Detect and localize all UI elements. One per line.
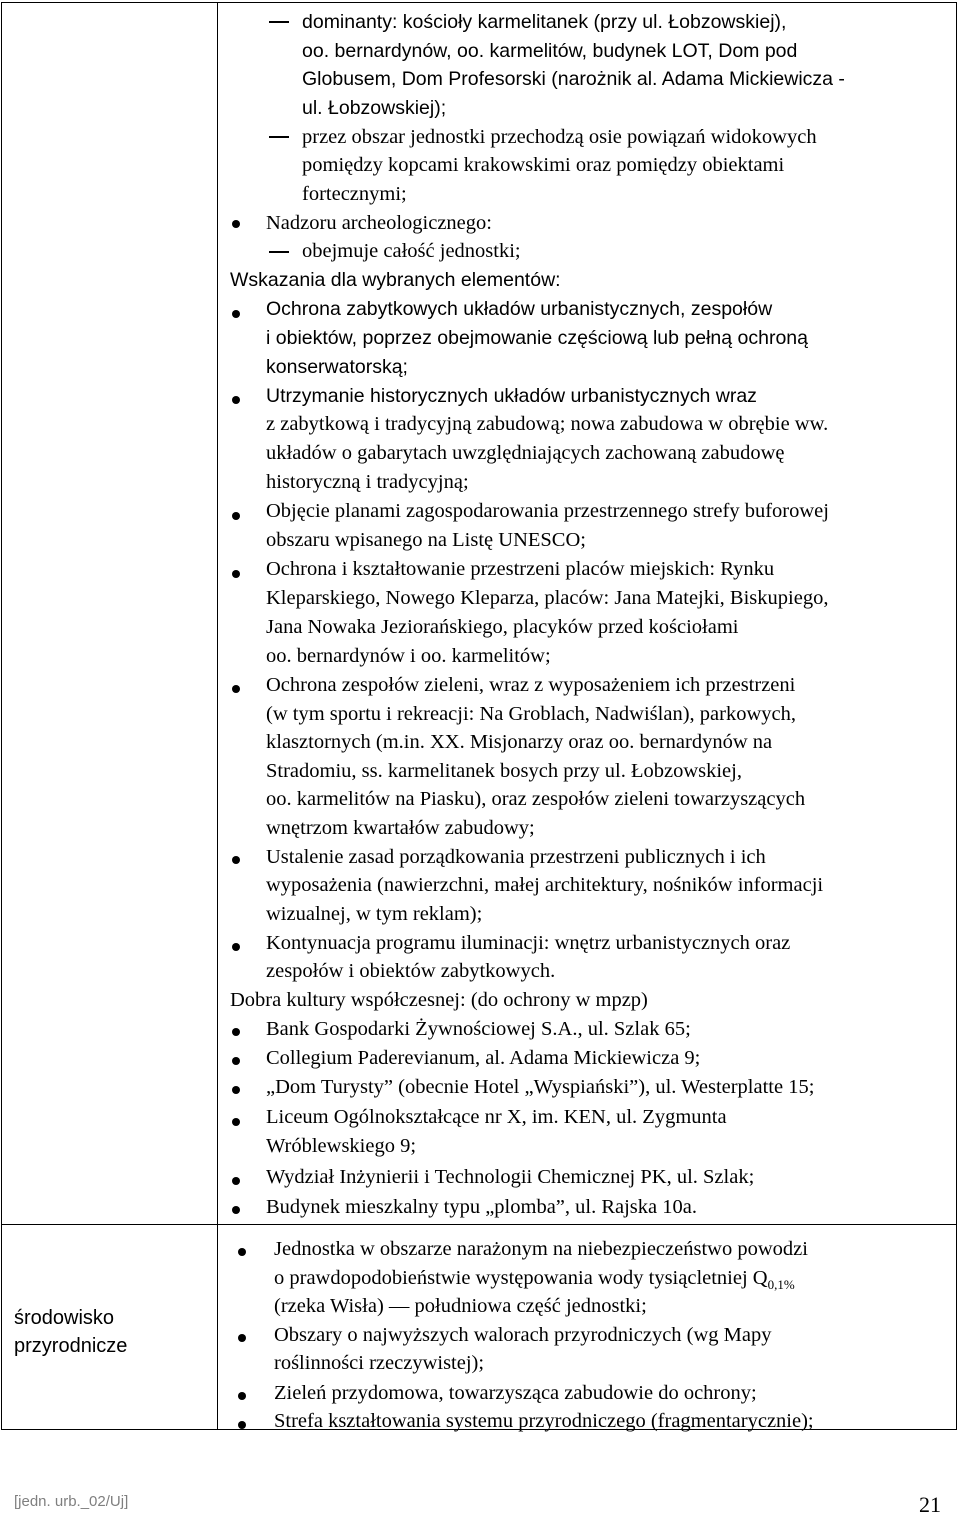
bullet-marker [238, 1392, 246, 1400]
text-line: ul. Łobzowskiej); [302, 97, 447, 119]
text-line: Jednostka w obszarze narażonym na niebezpieczeństwo powodzi [274, 1238, 808, 1260]
text-line: obszaru wpisanego na Listę UNESCO; [266, 529, 586, 551]
text-line: Dobra kultury współczesnej: (do ochrony w mpzp) [230, 989, 648, 1011]
text-line: Globusem, Dom Profesorski (narożnik al. Adama Mickiewicza - [302, 68, 845, 90]
row-label-cell [2, 3, 218, 1225]
text-line: Wróblewskiego 9; [266, 1135, 417, 1157]
text-line: (w tym sportu i rekreacji: Na Groblach, Nadwiślan), parkowych, [266, 703, 796, 725]
text-line: wnętrzom kwartałów zabudowy; [266, 817, 535, 839]
bullet-marker [238, 1248, 246, 1256]
bullet-marker [232, 310, 240, 318]
bullet-marker [232, 685, 240, 693]
bullet-marker [232, 1177, 240, 1185]
text-line: konserwatorską; [266, 356, 408, 378]
bullet-marker [232, 512, 240, 520]
dash-marker [269, 136, 289, 138]
text-line: Bank Gospodarki Żywnościowej S.A., ul. Szlak 65; [266, 1018, 691, 1040]
row-label [14, 1304, 217, 1360]
subscript: 0,1% [767, 1277, 795, 1293]
text-line: Strefa kształtowania systemu przyrodniczego (fragmentarycznie); [274, 1410, 814, 1432]
row-label-line: środowisko [14, 1307, 115, 1329]
text-line: oo. bernardynów, oo. karmelitów, budynek LOT, Dom pod [302, 40, 798, 62]
text-line: oo. bernardynów i oo. karmelitów; [266, 645, 551, 667]
row-label-line: przyrodnicze [14, 1335, 128, 1357]
text-line: Ochrona i kształtowanie przestrzeni placów miejskich: Rynku [266, 558, 775, 580]
text-line: Ochrona zabytkowych układów urbanistycznych, zespołów [266, 298, 773, 320]
bullet-marker [238, 1421, 246, 1429]
text-line: oo. karmelitów na Piasku), oraz zespołów zieleni towarzyszących [266, 788, 806, 810]
text-line: roślinności rzeczywistej); [274, 1352, 485, 1374]
bullet-marker [232, 1086, 240, 1094]
text-line: Wydział Inżynierii i Technologii Chemicznej PK, ul. Szlak; [266, 1166, 755, 1188]
text-line: Nadzoru archeologicznego: [266, 212, 492, 234]
row-label-cell [2, 1225, 218, 1430]
text-line: klasztornych (m.in. XX. Misjonarzy oraz oo. bernardynów na [266, 731, 773, 753]
text-line: Ustalenie zasad porządkowania przestrzeni publicznych i ich [266, 846, 766, 868]
text-line: przez obszar jednostki przechodzą osie powiązań widokowych [302, 126, 817, 148]
text-line: Utrzymanie historycznych układów urbanistycznych wraz [266, 385, 757, 407]
text-line: wyposażenia (nawierzchni, małej architektury, nośników informacji [266, 874, 824, 896]
text-line: zespołów i obiektów zabytkowych. [266, 960, 556, 982]
text-line: historyczną i tradycyjną; [266, 471, 469, 493]
dash-marker [269, 21, 289, 23]
text-line: Wskazania dla wybranych elementów: [230, 269, 561, 291]
table-row [2, 3, 957, 1225]
text-line: Collegium Paderevianum, al. Adama Mickiewicza 9; [266, 1047, 701, 1069]
text-run: o prawdopodobieństwie występowania wody tysiącletniej Q [274, 1267, 768, 1289]
bullet-marker [232, 1118, 240, 1126]
text-line: Budynek mieszkalny typu „plomba”, ul. Rajska 10a. [266, 1196, 697, 1218]
text-line: Objęcie planami zagospodarowania przestrzennego strefy buforowej [266, 500, 829, 522]
text-line: fortecznymi; [302, 183, 407, 205]
bullet-marker [232, 1057, 240, 1065]
text-line: (rzeka Wisła) — południowa część jednostki; [274, 1295, 647, 1317]
text-line: wizualnej, w tym reklam); [266, 903, 483, 925]
text-line: Kleparskiego, Nowego Kleparza, placów: Jana Matejki, Biskupiego, [266, 587, 829, 609]
table-row [2, 1225, 957, 1430]
bullet-marker [232, 220, 240, 228]
bullet-marker [238, 1334, 246, 1342]
text-line: Ochrona zespołów zieleni, wraz z wyposażeniem ich przestrzeni [266, 674, 796, 696]
text-line: Jana Nowaka Jeziorańskiego, placyków przed kościołami [266, 616, 739, 638]
text-line: Obszary o najwyższych walorach przyrodniczych (wg Mapy [274, 1324, 772, 1346]
bullet-marker [232, 943, 240, 951]
text-line: dominanty: kościoły karmelitanek (przy ul. Łobzowskiej), [302, 11, 787, 33]
bullet-marker [232, 396, 240, 404]
text-line: Kontynuacja programu iluminacji: wnętrz urbanistycznych oraz [266, 932, 791, 954]
bullet-marker [232, 856, 240, 864]
text-line: Zieleń przydomowa, towarzysząca zabudowie do ochrony; [274, 1382, 757, 1404]
bullet-marker [232, 1206, 240, 1214]
text-line: pomiędzy kopcami krakowskimi oraz pomiędzy obiektami [302, 154, 785, 176]
row-content-cell [218, 1225, 957, 1430]
text-line: układów o gabarytach uwzględniających zachowaną zabudowę [266, 442, 785, 464]
page-number: 21 [919, 1492, 941, 1517]
bullet-marker [232, 570, 240, 578]
text-line: z zabytkową i tradycyjną zabudową; nowa zabudowa w obrębie ww. [266, 413, 829, 435]
text-line: obejmuje całość jednostki; [302, 240, 521, 262]
document-table [1, 2, 957, 1430]
dash-marker [269, 251, 289, 253]
footer-unit-code: [jedn. urb._02/Uj] [14, 1493, 129, 1510]
text-line: „Dom Turysty” (obecnie Hotel „Wyspiański”), ul. Westerplatte 15; [266, 1076, 815, 1098]
bullet-marker [232, 1028, 240, 1036]
text-line: Liceum Ogólnokształcące nr X, im. KEN, ul. Zygmunta [266, 1106, 727, 1128]
text-line: i obiektów, poprzez obejmowanie częściową lub pełną ochroną [266, 327, 808, 349]
row-content-cell [218, 3, 957, 1225]
text-line: Stradomiu, ss. karmelitanek bosych przy ul. Łobzowskiej, [266, 760, 742, 782]
